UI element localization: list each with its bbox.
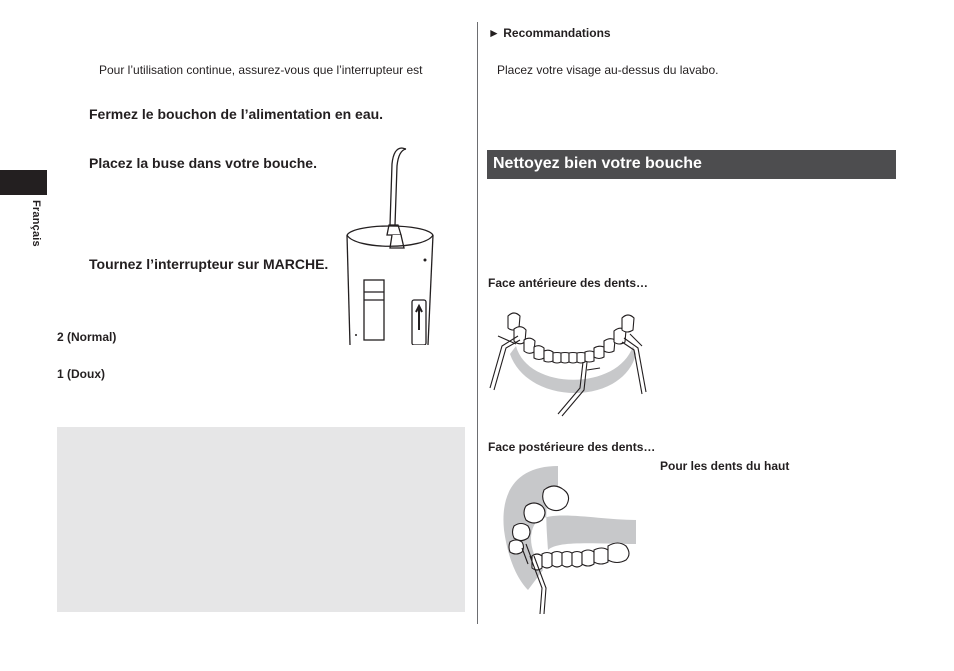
front-teeth-illustration [488,296,658,421]
back-teeth-label: Face postérieure des dents… [488,440,656,454]
upper-teeth-label: Pour les dents du haut [660,459,790,473]
recommendations-heading [488,26,611,40]
front-teeth-label: Face antérieure des dents… [488,276,649,290]
language-tab [0,170,47,195]
mode-normal-label: 2 (Normal) [57,330,117,344]
note-box [57,427,465,612]
language-label: Français [30,200,42,247]
back-teeth-illustration [498,460,648,620]
section-heading: Nettoyez bien votre bouche [487,150,896,179]
step-switch-on: Tournez l’interrupteur sur MARCHE. [89,256,329,272]
oral-irrigator-illustration [340,140,440,350]
recommendation-text: Placez votre visage au-dessus du lavabo. [497,63,719,77]
triangle-bullet-icon: ► [488,26,500,40]
step-close-cap: Fermez le bouchon de l’alimentation en eau. [89,106,384,122]
continuous-use-note: Pour l’utilisation continue, assurez-vous que l’interrupteur est [99,63,423,77]
mode-soft-label: 1 (Doux) [57,367,105,381]
recommendations-title: Recommandations [503,26,611,40]
column-divider [477,22,478,624]
step-place-nozzle: Placez la buse dans votre bouche. [89,155,317,171]
